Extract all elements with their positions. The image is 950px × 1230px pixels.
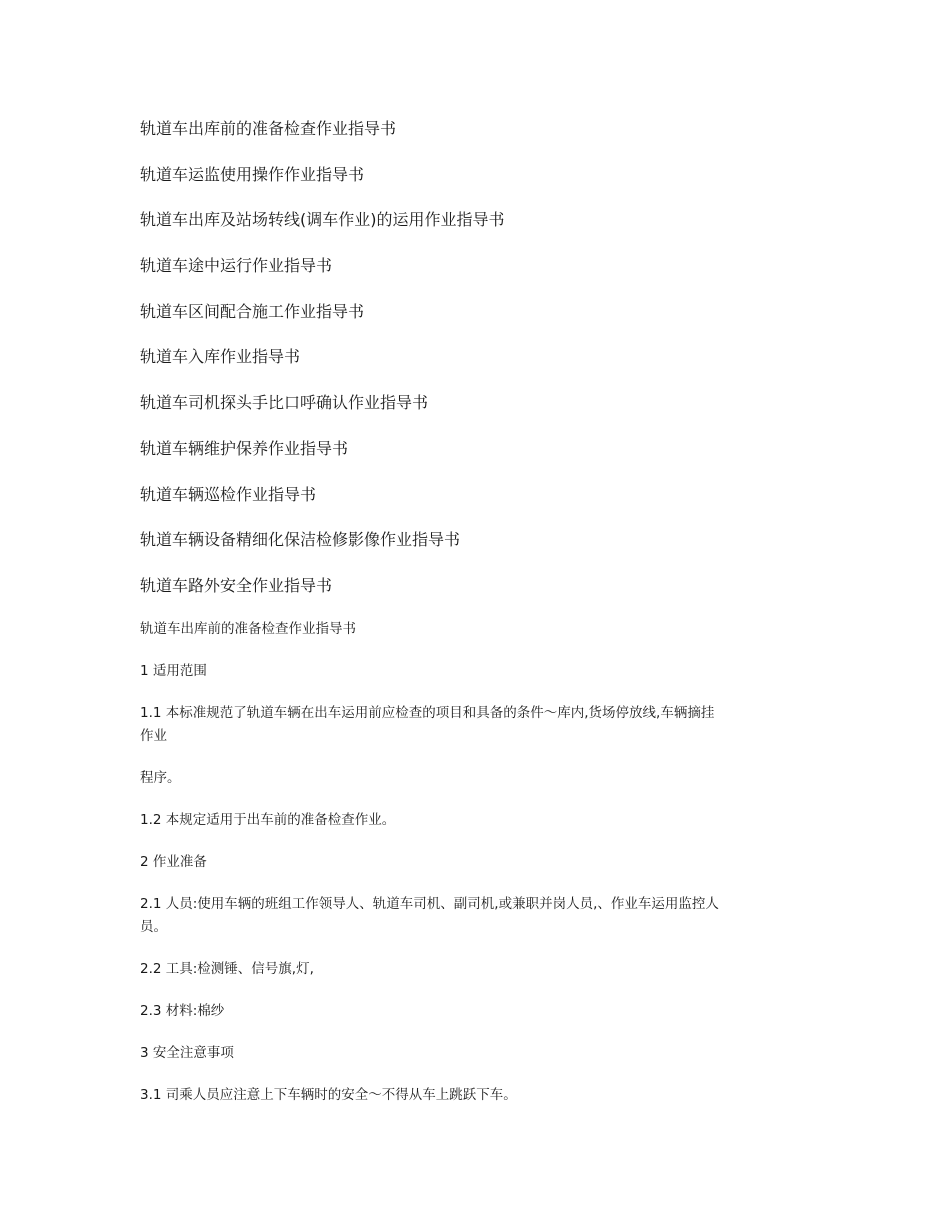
toc-item: 轨道车途中运行作业指导书 bbox=[140, 256, 333, 276]
paragraph-line: 程序。 bbox=[140, 770, 181, 786]
toc-item: 轨道车出库及站场转线(调车作业)的运用作业指导书 bbox=[140, 210, 505, 230]
document-body bbox=[140, 618, 820, 1107]
toc-item: 轨道车司机探头手比口呼确认作业指导书 bbox=[140, 393, 429, 413]
toc-item: 轨道车路外安全作业指导书 bbox=[140, 575, 333, 595]
paragraph: 1.2 本规定适用于出车前的准备检查作业。 bbox=[140, 812, 396, 828]
toc-item: 轨道车出库前的准备检查作业指导书 bbox=[140, 119, 397, 138]
table-of-contents bbox=[140, 116, 840, 619]
toc-item: 轨道车辆巡检作业指导书 bbox=[140, 484, 317, 504]
paragraph: 2.2 工具:检测锤、信号旗,灯, bbox=[140, 961, 314, 977]
paragraph-line: 2.1 人员:使用车辆的班组工作领导人、轨道车司机、副司机,或兼职并岗人员,、作业车运用监控人 bbox=[140, 896, 719, 912]
paragraph-line: 员。 bbox=[140, 919, 167, 935]
toc-item: 轨道车区间配合施工作业指导书 bbox=[140, 301, 365, 321]
paragraph-line: 1.1 本标准规范了轨道车辆在出车运用前应检查的项目和具备的条件～库内,货场停放线,车辆摘挂 bbox=[140, 705, 715, 721]
paragraph: 3.1 司乘人员应注意上下车辆时的安全～不得从车上跳跃下车。 bbox=[140, 1087, 517, 1103]
toc-item: 轨道车辆维护保养作业指导书 bbox=[140, 438, 349, 458]
section-heading: 3 安全注意事项 bbox=[140, 1045, 234, 1061]
toc-item: 轨道车辆设备精细化保洁检修影像作业指导书 bbox=[140, 530, 461, 550]
document-title: 轨道车出库前的准备检查作业指导书 bbox=[140, 621, 356, 637]
section-heading: 1 适用范围 bbox=[140, 663, 207, 679]
paragraph-line: 作业 bbox=[140, 728, 167, 744]
toc-item: 轨道车入库作业指导书 bbox=[140, 347, 301, 367]
section-heading: 2 作业准备 bbox=[140, 854, 207, 870]
toc-item: 轨道车运监使用操作作业指导书 bbox=[140, 164, 365, 184]
paragraph: 2.3 材料:棉纱 bbox=[140, 1003, 225, 1019]
